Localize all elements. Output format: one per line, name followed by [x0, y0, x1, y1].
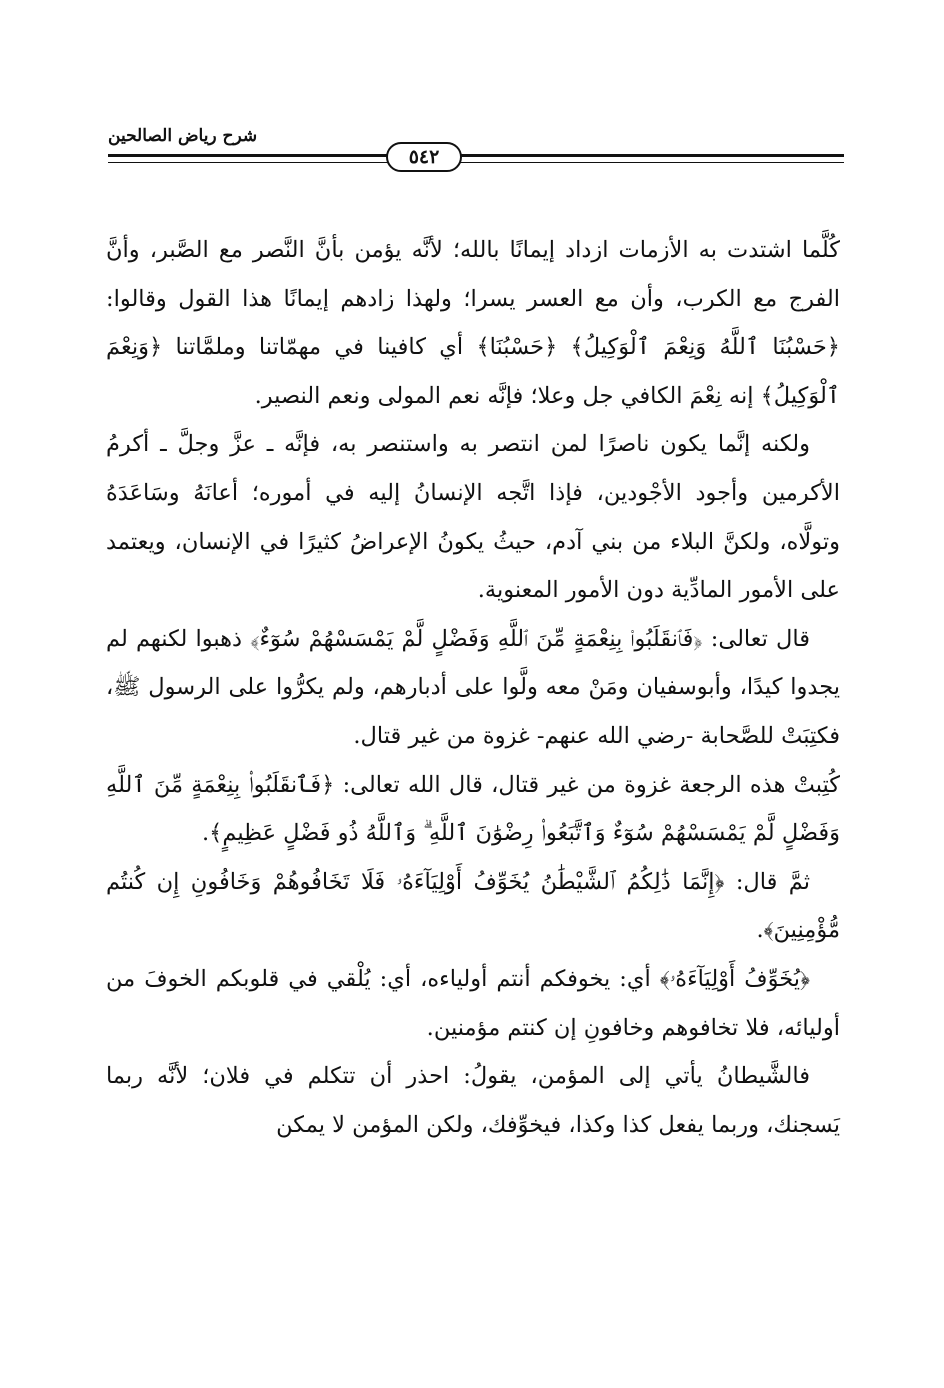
page-body	[106, 226, 840, 1149]
page-number: ٥٤٢	[386, 142, 462, 172]
page-header	[108, 126, 844, 186]
paragraph: قال تعالى: ﴿فَٱنقَلَبُوا۟ بِنِعْمَةٍ مِّنَ ٱللَّهِ وَفَضْلٍ لَّمْ يَمْسَسْهُمْ سُوٓءٌ﴾ ذهبوا لكنهم لم يجدوا كيدًا، وأبوسفيان ومَنْ معه ولَّوا على أدبارهم، ولم يكرُّوا على الرسول ﷺ، فكتِبَتْ للصَّحابة -رضي الله عنهم- غزوة من غير قتال.	[106, 625, 840, 749]
paragraph: فالشَّيطانُ يأتي إلى المؤمن، يقولُ: احذر أن تتكلم في فلان؛ لأنَّه ربما يَسجنك، وربما يفعل كذا وكذا، فيخوِّفك، ولكن المؤمن لا يمكن	[106, 1063, 840, 1138]
header-rule-thick	[108, 154, 844, 157]
paragraph: ثمَّ قال: ﴿إِنَّمَا ذَٰلِكُمُ ٱلشَّيْطَٰنُ يُخَوِّفُ أَوْلِيَآءَهُۥ فَلَا تَخَافُوهُمْ وَخَافُونِ إِن كُنتُم مُّؤْمِنِينَ﴾.	[106, 868, 840, 944]
header-rule-thin	[108, 162, 844, 163]
paragraph: كُلَّما اشتدت به الأزمات ازداد إيمانًا بالله؛ لأنَّه يؤمن بأنَّ النَّصر مع الصَّبر، وأنَّ الفرج مع الكرب، وأن مع العسر يسرا؛ ولهذا زادهم إيمانًا هذا القول وقالوا: ﴿حَسْبُنَا ٱللَّهُ وَنِعْمَ ٱلْوَكِيلُ﴾ ﴿حَسْبُنَا﴾ أي كافينا في مهمّاتنا وملمَّاتنا ﴿وَنِعْمَ ٱلْوَكِيلُ﴾ إنه نِعْمَ الكافي جل وعلا؛ فإنَّه نعم المولى ونعم النصير.	[106, 237, 840, 409]
book-title: شرح رياض الصالحين	[108, 126, 258, 146]
paragraph: ﴿يُخَوِّفُ أَوْلِيَآءَهُۥ﴾ أي: يخوفكم أنتم أولياءه، أي: يُلْقي في قلوبكم الخوفَ من أوليائه، فلا تخافوهم وخافونِ إن كنتم مؤمنين.	[106, 965, 840, 1041]
paragraph: كُتِبتْ هذه الرجعة غزوة من غير قتال، قال الله تعالى: ﴿فَٱنقَلَبُوا۟ بِنِعْمَةٍ مِّنَ ٱللَّهِ وَفَضْلٍ لَّمْ يَمْسَسْهُمْ سُوٓءٌ وَٱتَّبَعُوا۟ رِضْوَٰنَ ٱللَّهِ ۗ وَٱللَّهُ ذُو فَضْلٍ عَظِيمٍ﴾.	[106, 771, 840, 847]
paragraph: ولكنه إنَّما يكون ناصرًا لمن انتصر به واستنصر به، فإنَّه ـ عزَّ وجلَّ ـ أكرمُ الأكرمين وأجود الأجْودين، فإذا اتَّجه الإنسانُ إليه في أموره؛ أعانَهُ وسَاعَدَهُ وتولَّاه، ولكنَّ البلاء من بني آدم، حيثُ يكونُ الإعراضُ كثيرًا في الإنسان، ويعتمد على الأمور المادِّية دون الأمور المعنوية.	[106, 431, 840, 604]
